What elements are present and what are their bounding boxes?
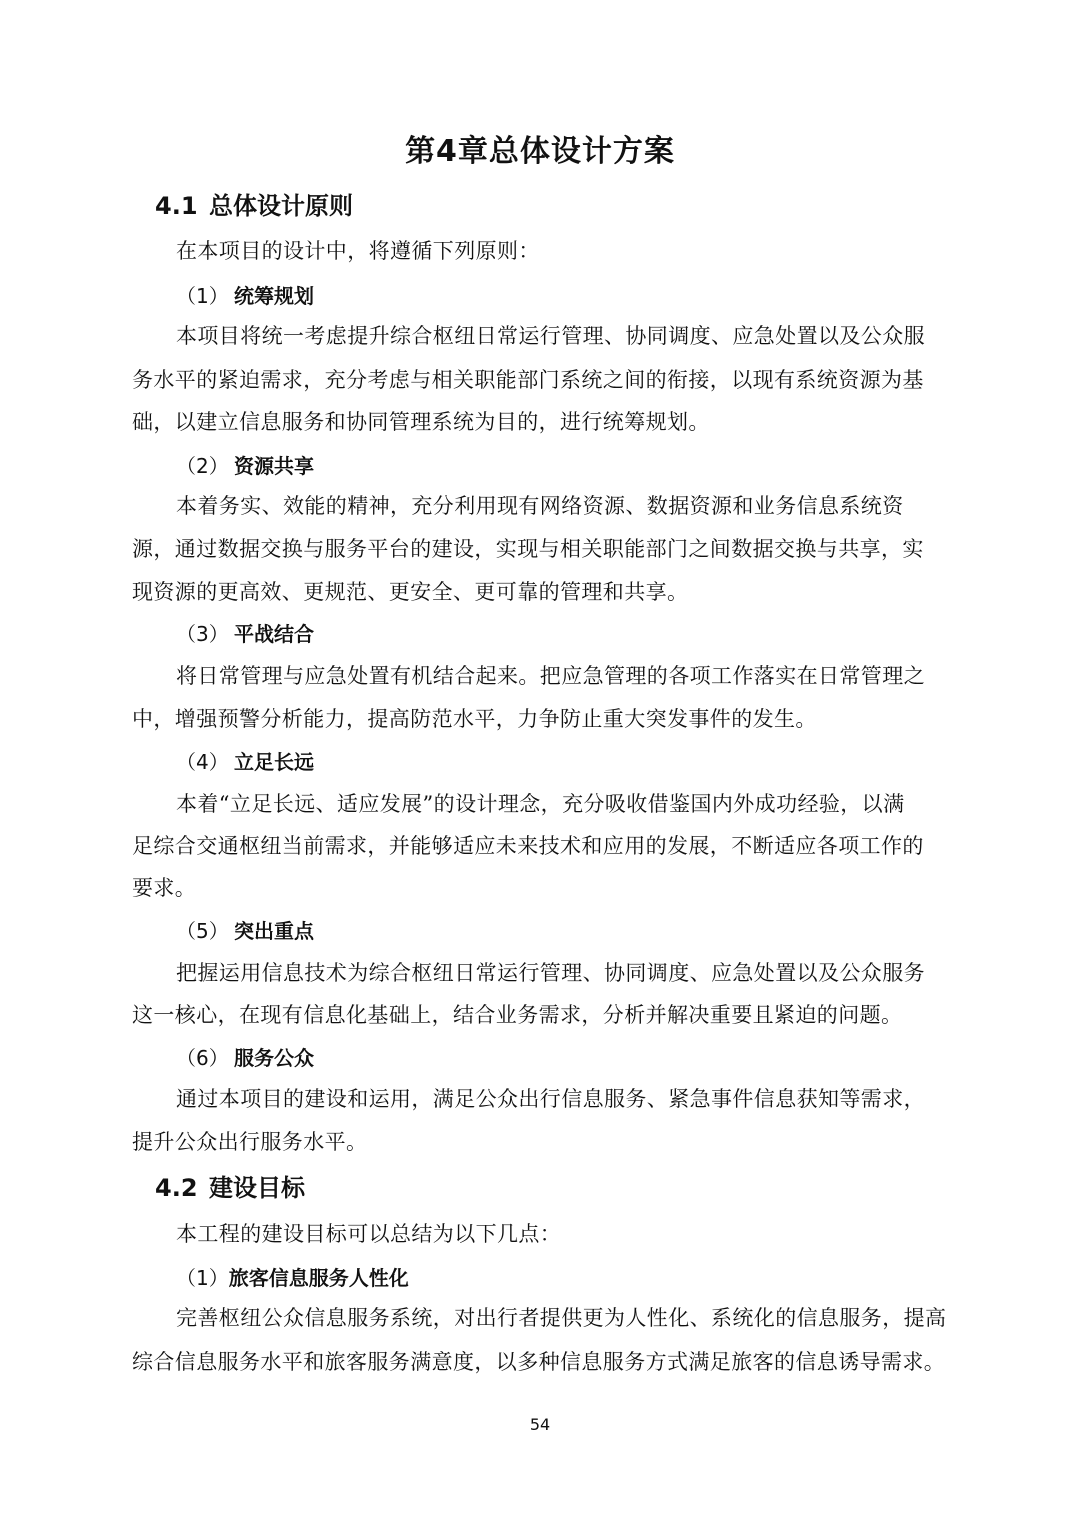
- goal-index: （1）: [176, 1266, 229, 1290]
- section-intro: 本工程的建设目标可以总结为以下几点：: [176, 1222, 562, 1246]
- section-title: 总体设计原则: [209, 192, 353, 220]
- principle-heading-1: [176, 280, 314, 309]
- goal-title: 旅客信息服务人性化: [228, 1266, 409, 1290]
- paragraph-line: 通过本项目的建设和运用，满足公众出行信息服务、紧急事件信息获知等需求，: [176, 1087, 925, 1111]
- section-heading-4-2: [155, 1168, 305, 1203]
- paragraph-line: 本项目将统一考虑提升综合枢纽日常运行管理、协同调度、应急处置以及公众服: [176, 324, 925, 348]
- paragraph-line: 源，通过数据交换与服务平台的建设，实现与相关职能部门之间数据交换与共享，实: [132, 537, 924, 561]
- goal-heading-1: [176, 1262, 409, 1291]
- paragraph-line: 综合信息服务水平和旅客服务满意度，以多种信息服务方式满足旅客的信息诱导需求。: [132, 1350, 946, 1374]
- paragraph-line: 本着务实、效能的精神，充分利用现有网络资源、数据资源和业务信息系统资: [176, 494, 904, 518]
- paragraph-line: 把握运用信息技术为综合枢纽日常运行管理、协同调度、应急处置以及公众服务: [176, 961, 925, 985]
- principle-heading-5: [176, 915, 314, 944]
- section-number: 4.1: [155, 192, 198, 220]
- paragraph-line: 现资源的更高效、更规范、更安全、更可靠的管理和共享。: [132, 580, 689, 604]
- principle-heading-3: [176, 618, 314, 647]
- section-heading-4-1: [155, 186, 353, 221]
- paragraph-line: 这一核心，在现有信息化基础上，结合业务需求，分析并解决重要且紧迫的问题。: [132, 1003, 903, 1027]
- principle-title: 突出重点: [234, 919, 314, 943]
- principle-index: （5）: [176, 919, 229, 943]
- principle-title: 平战结合: [234, 622, 314, 646]
- paragraph-line: 础，以建立信息服务和协同管理系统为目的，进行统筹规划。: [132, 410, 710, 434]
- chapter-title: 第4章总体设计方案: [405, 134, 675, 169]
- principle-title: 立足长远: [234, 750, 314, 774]
- principle-heading-2: [176, 450, 314, 479]
- paragraph-line: 务水平的紧迫需求，充分考虑与相关职能部门系统之间的衔接，以现有系统资源为基: [132, 368, 924, 392]
- principle-title: 统筹规划: [234, 284, 314, 308]
- principle-title: 资源共享: [234, 454, 314, 478]
- principle-title: 服务公众: [234, 1046, 314, 1070]
- page-number: 54: [529, 1415, 551, 1434]
- paragraph-line: 将日常管理与应急处置有机结合起来。把应急管理的各项工作落实在日常管理之: [176, 664, 925, 688]
- paragraph-line: 要求。: [132, 876, 197, 900]
- paragraph-line: 提升公众出行服务水平。: [132, 1130, 368, 1154]
- paragraph-line: 足综合交通枢纽当前需求，并能够适应未来技术和应用的发展，不断适应各项工作的: [132, 834, 924, 858]
- paragraph-line: 完善枢纽公众信息服务系统，对出行者提供更为人性化、系统化的信息服务，提高: [176, 1306, 947, 1330]
- principle-index: （6）: [176, 1046, 229, 1070]
- principle-heading-4: [176, 746, 314, 775]
- paragraph-line: 中，增强预警分析能力，提高防范水平，力争防止重大突发事件的发生。: [132, 707, 817, 731]
- principle-index: （2）: [176, 454, 229, 478]
- section-title: 建设目标: [209, 1174, 305, 1202]
- principle-index: （3）: [176, 622, 229, 646]
- principle-index: （1）: [176, 284, 229, 308]
- principle-index: （4）: [176, 750, 229, 774]
- paragraph-line: 本着“立足长远、适应发展”的设计理念，充分吸收借鉴国内外成功经验，以满: [176, 792, 905, 816]
- section-intro: 在本项目的设计中，将遵循下列原则：: [176, 239, 540, 263]
- section-number: 4.2: [155, 1174, 198, 1202]
- principle-heading-6: [176, 1042, 314, 1071]
